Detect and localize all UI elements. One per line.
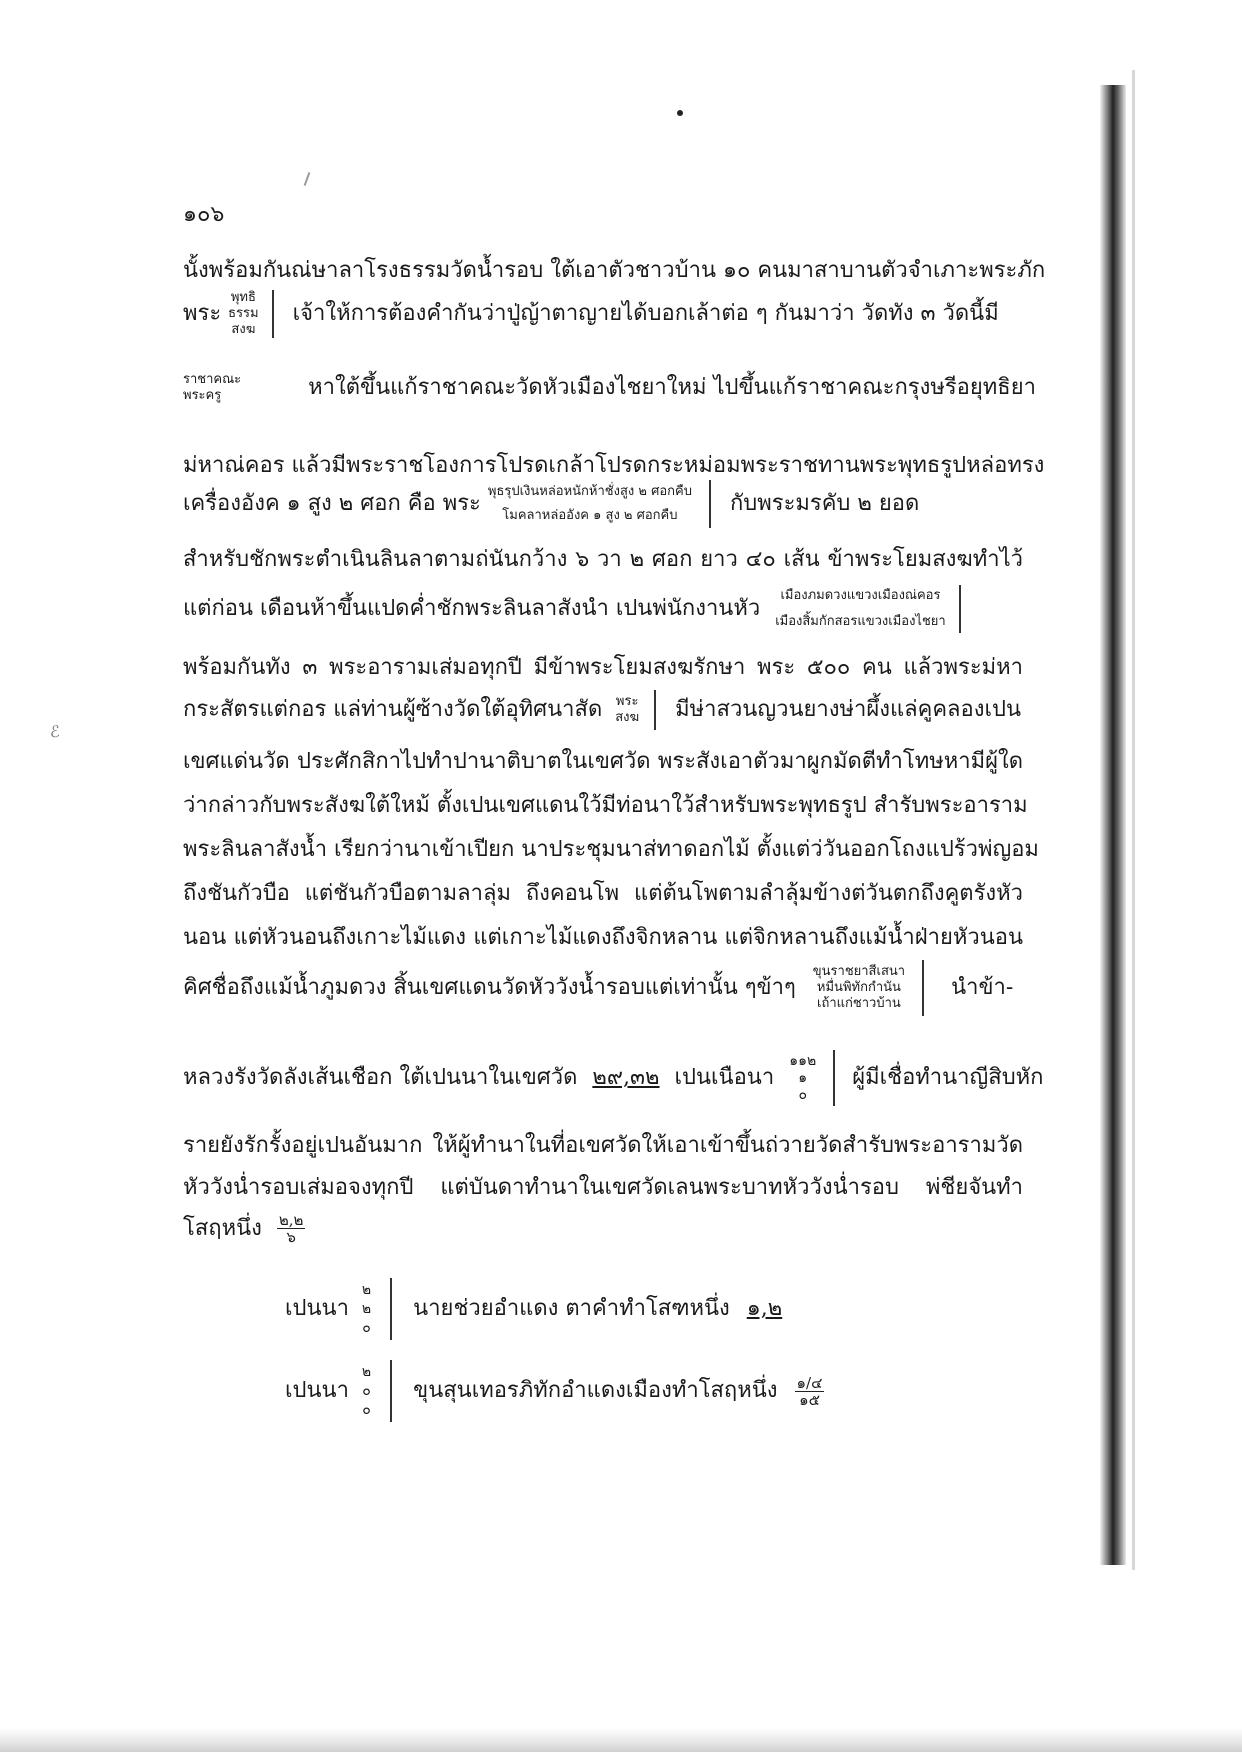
rank-stack <box>183 372 241 404</box>
stack-line: ธรรม <box>228 306 259 321</box>
fraction-numerator: ๑/๔ <box>796 1373 823 1392</box>
text-line-13: ถึงชันกัวบือ แต่ชันกัวบือตามลาลุ่ม ถึงคอนโพ แต่ต้นโพตามลำลุ้มข้างต่วันตกถึงคูตรังหัว <box>183 881 1023 906</box>
text-segment: เจ้าให้การต้องคำกันว่าปู่ญ้าตาญายได้บอกเล้าต่อ ๆ กันมาว่า วัดทัง ๓ วัดนี้มี <box>292 301 999 326</box>
page-number: ๑๐๖ <box>183 202 225 227</box>
stack-line: ๒ <box>361 1281 372 1298</box>
stack-line: ๒ <box>361 1300 372 1317</box>
text-line-15 <box>183 960 1023 1016</box>
text-segment: คิศชื่อถึงแม้น้ำภูมดวง สิ้นเขศแดนวัดหัววังน้ำรอบแต่เท่านั้น ๆข้าๆ <box>183 975 796 1000</box>
stack-line: สงฆ <box>231 322 256 337</box>
entry-label: เปนนา <box>285 1378 349 1403</box>
entry-value: ๑,๒ <box>746 1296 783 1321</box>
stack-line: สงฆ <box>615 710 640 725</box>
stack-line: พุทธิ <box>230 290 256 305</box>
fraction-numerator: ๒,๒ <box>278 1211 304 1229</box>
stack-line: เมืองสิ้มกักสอรแขวงเมืองไชยา <box>775 614 946 629</box>
margin-mark: ℰ <box>50 722 60 741</box>
text-line-2 <box>183 290 1023 338</box>
scan-bottom-edge <box>0 1728 1242 1752</box>
text-segment: ผู้มีเชื่อทำนาญีสิบหัก <box>852 1065 1044 1090</box>
text-segment: พระ <box>183 301 222 326</box>
measure-stack <box>789 1053 816 1104</box>
fraction-denominator: ๑๕ <box>799 1390 820 1409</box>
entry-stack <box>362 1281 371 1338</box>
stack-line: พระครู <box>183 388 222 403</box>
text-segment: หาใต้ขึ้นแก้ราชาคณะวัดหัวเมืองไชยาใหม่ ไปขึ้นแก้ราชาคณะกรุงษรีอยุทธิยา <box>308 375 1036 400</box>
text-segment: หลวงรังวัดลังเส้นเชือก ใต้เปนนาในเขศวัด <box>183 1065 578 1090</box>
scan-mark <box>304 172 311 186</box>
fraction-denominator: ๖ <box>286 1228 296 1246</box>
entry-stack <box>362 1363 371 1420</box>
text-line-7 <box>183 585 1023 633</box>
stack-line: ๑ <box>798 1069 808 1086</box>
stack-line: ขุนราชยาสีเสนา <box>812 964 906 979</box>
stack-line: พระ <box>615 694 639 709</box>
text-line-16 <box>183 1050 1044 1106</box>
stack-line: ๑๑๒ <box>789 1052 817 1069</box>
entry-text: นายช่วยอำแดง ตาคำทำโสฑหนึ่ง <box>413 1296 730 1321</box>
text-line-19 <box>183 1212 1023 1245</box>
text-line-17: รายยังรักรั้งอยู่เปนอันมาก ให้ผู้ทำนาในที่อเขศวัดให้เอาเข้าขึ้นถ่วายวัดสำรับพระอารามวัด <box>183 1133 1023 1158</box>
stack-line: ราชาคณะ <box>183 372 242 387</box>
text-segment: กับพระมรคับ ๒ ยอด <box>729 491 920 516</box>
brace-bar <box>654 690 656 730</box>
brace-bar <box>959 585 961 633</box>
text-line-14: นอน แต่หัวนอนถึงเกาะไม้แดง แต่เกาะไม้แดงถึงจิกหลาน แต่จิกหลานถึงแม้น้ำฝ่ายหัวนอน <box>183 925 1023 950</box>
brace-bar <box>390 1360 392 1422</box>
text-line-3 <box>183 372 1036 404</box>
text-segment: เครื่องอังค ๑ สูง ๒ ศอก คือ พระ <box>183 491 481 516</box>
text-segment: แต่ก่อน เดือนห้าขึ้นแปดค่ำชักพระลินลาสังนำ เปนพ่นักงานหัว <box>183 596 761 621</box>
officials-stack <box>813 964 905 1012</box>
text-line-18: หัววังน่ำรอบเส่มอจงทุกปี แต่บันดาทำนาในเขศวัดเลนพระบาทหัววังน่ำรอบ พ่ชียจันทำ <box>183 1175 1023 1200</box>
statue-stack <box>488 484 692 524</box>
text-line-9 <box>183 690 1023 730</box>
stack-line: เมืองภมดวงแขวงเมืองณ่คอร <box>780 588 941 603</box>
stack-line: พุธรุปเงินหล่อหนักห้าชั่งสูง ๒ ศอกคืบ <box>487 484 692 499</box>
stack-line: ๒ <box>361 1363 372 1380</box>
sangha-stack <box>615 694 639 726</box>
stack-line: โมคลาหล่ออังค ๑ สูง ๒ ศอกคืบ <box>502 508 678 523</box>
text-line-4: ม่หาณ่คอร แล้วมีพระราชโองการโปรดเกล้าโปรดกระหม่อมพระราชทานพระพุทธรูปหล่อทรง <box>183 453 1045 478</box>
text-line-12: พระลินลาสังน้ำ เรียกว่านาเข้าเปียก นาประชุมนาส่ทาดอกไม้ ตั้งแต่ว่วันออกโถงแปร้วพ่ญอม <box>183 837 1039 862</box>
text-line-5 <box>183 480 1023 528</box>
stack-line: ๐ <box>362 1382 371 1399</box>
text-line-11: ว่ากล่าวกับพระสังฆใต้ใหม้ ตั้งเปนเขศแดนใว้มีท่อนาใว้สำหรับพระพุทธรูป สำรับพระอาราม <box>183 793 1028 818</box>
entry-label: เปนนา <box>285 1296 349 1321</box>
fraction <box>277 1212 306 1245</box>
text-segment: โสฤหนึ่ง <box>183 1215 262 1241</box>
brace-bar <box>390 1278 392 1340</box>
text-line-6: สำหรับชักพระตำเนินลินลาตามถ่นันกว้าง ๖ วา ๒ ศอก ยาว ๔๐ เส้น ข้าพระโยมสงฆทำไว้ <box>183 547 1023 572</box>
fraction <box>795 1375 825 1408</box>
town-stack <box>775 588 946 630</box>
entry-1 <box>285 1278 885 1340</box>
text-segment: เปนเนือนา <box>674 1065 775 1090</box>
triple-gem-stack <box>228 290 258 338</box>
stack-line: เถ้าแก่ชาวบ้าน <box>817 996 901 1011</box>
brace-bar <box>833 1050 835 1106</box>
entry-text: ขุนสุนเทอรภิทักอำแดงเมืองทำโสฤหนึ่ง <box>413 1378 778 1403</box>
stack-line: ๐ <box>362 1319 371 1336</box>
text-segment: กระสัตรแต่กอร แล่ท่านผู้ซ้างวัดใต้อุทิศนาสัด <box>183 697 603 722</box>
entry-2 <box>285 1360 885 1422</box>
underlined-amount: ๒๙,๓๒ <box>592 1065 660 1090</box>
stack-line: หมื่นพิทักกำนัน <box>816 980 901 995</box>
ink-dot <box>677 110 683 116</box>
book-binding-shadow <box>1100 85 1126 1565</box>
text-line-8: พร้อมกันทัง ๓ พระอารามเส่มอทุกปี มีข้าพระโยมสงฆรักษา พระ ๕๐๐ คน แล้วพระม่หา <box>183 655 1023 680</box>
text-segment: นำข้า- <box>951 975 1014 1000</box>
page-edge <box>1132 70 1135 1570</box>
brace-bar <box>272 290 274 338</box>
stack-line: ๐ <box>798 1086 807 1103</box>
text-line-10: เขศแด่นวัด ประศักสิกาไปทำปานาติบาตในเขศวัด พระสังเอาตัวมาผูกมัดตีทำโทษหามีผู้ใด <box>183 749 1023 774</box>
brace-bar <box>922 960 924 1016</box>
text-line-1: นั้งพร้อมกันณ่ษาลาโรงธรรมวัดน้ำรอบ ใต้เอาตัวชาวบ้าน ๑๐ คนมาสาบานตัวจำเภาะพระภัก <box>183 258 1046 283</box>
stack-line: ๐ <box>362 1401 371 1418</box>
text-segment: มีษ่าสวนญวนยางษ่าผึ้งแล่คูคลองเปน <box>675 697 1022 722</box>
brace-bar <box>709 480 711 528</box>
